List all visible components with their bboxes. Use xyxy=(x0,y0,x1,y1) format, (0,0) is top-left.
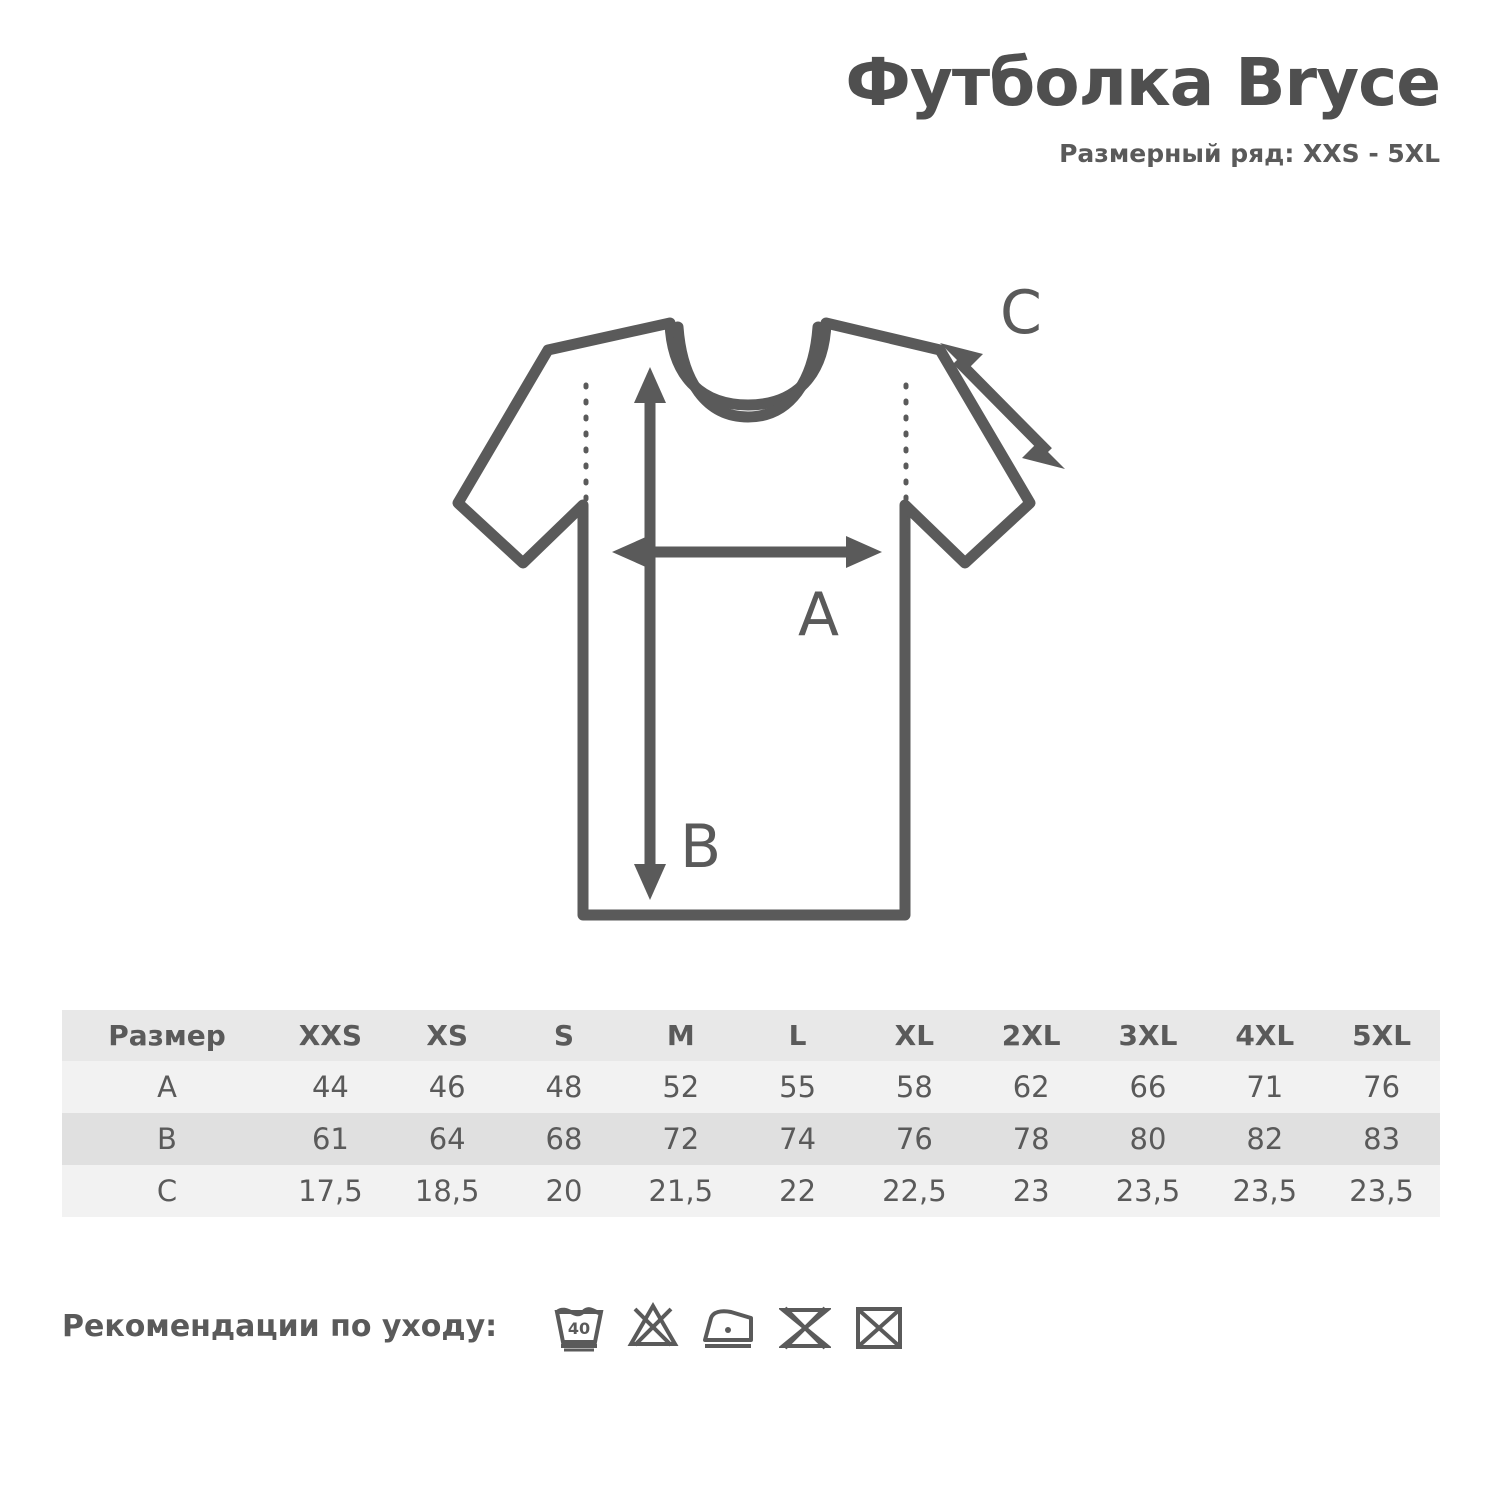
cell: 71 xyxy=(1246,1070,1284,1104)
row-label: B xyxy=(157,1122,177,1156)
cell: 20 xyxy=(545,1174,583,1208)
svg-text:40: 40 xyxy=(568,1319,591,1338)
cell: 72 xyxy=(662,1122,700,1156)
cell: 82 xyxy=(1246,1122,1284,1156)
cell: 66 xyxy=(1129,1070,1167,1104)
iron-low-icon xyxy=(701,1300,757,1352)
care-icon-group xyxy=(553,1300,905,1352)
cell: 83 xyxy=(1363,1122,1401,1156)
tshirt-diagram xyxy=(0,255,1500,955)
cell: 78 xyxy=(1012,1122,1050,1156)
tshirt-outline xyxy=(458,323,1030,915)
column-header: 5XL xyxy=(1352,1019,1412,1052)
cell: 58 xyxy=(895,1070,933,1104)
measure-label-b: B xyxy=(680,812,722,882)
no-tumble-dry-icon xyxy=(779,1300,831,1352)
cell: 44 xyxy=(311,1070,349,1104)
care-instructions xyxy=(62,1300,905,1352)
no-dry-clean-icon xyxy=(853,1300,905,1352)
cell: 21,5 xyxy=(648,1174,714,1208)
cell: 23 xyxy=(1012,1174,1050,1208)
wash-40-icon xyxy=(553,1300,605,1352)
cell: 46 xyxy=(428,1070,466,1104)
measure-arrow-b xyxy=(634,367,666,900)
size-range-subtitle: Размерный ряд: XXS - 5XL xyxy=(1059,139,1440,169)
cell: 52 xyxy=(662,1070,700,1104)
cell: 22,5 xyxy=(882,1174,947,1208)
column-header: S xyxy=(553,1019,575,1052)
column-header: Размер xyxy=(108,1019,226,1052)
cell: 62 xyxy=(1012,1070,1050,1104)
cell: 55 xyxy=(779,1070,817,1104)
cell: 23,5 xyxy=(1232,1174,1298,1208)
cell: 80 xyxy=(1129,1122,1167,1156)
cell: 18,5 xyxy=(414,1174,480,1208)
cell: 76 xyxy=(1363,1070,1401,1104)
column-header: L xyxy=(788,1019,807,1052)
table-row xyxy=(62,1165,1440,1217)
cell: 48 xyxy=(545,1070,583,1104)
column-header: XS xyxy=(426,1019,469,1052)
size-chart-table xyxy=(62,1010,1440,1217)
table-header-row xyxy=(62,1010,1440,1061)
measure-label-a: A xyxy=(798,580,840,650)
cell: 74 xyxy=(779,1122,817,1156)
column-header: M xyxy=(666,1019,695,1052)
row-label: A xyxy=(157,1070,177,1104)
cell: 68 xyxy=(545,1122,583,1156)
column-header: 4XL xyxy=(1235,1019,1295,1052)
no-bleach-icon xyxy=(627,1300,679,1352)
cell: 76 xyxy=(895,1122,933,1156)
page-title: Футболка Bryce xyxy=(845,44,1440,121)
cell: 17,5 xyxy=(298,1174,363,1208)
column-header: XL xyxy=(894,1019,935,1052)
cell: 23,5 xyxy=(1349,1174,1414,1208)
row-label: C xyxy=(156,1174,178,1208)
column-header: 3XL xyxy=(1118,1019,1178,1052)
column-header: XXS xyxy=(298,1019,363,1052)
page-header xyxy=(845,44,1440,169)
cell: 23,5 xyxy=(1115,1174,1181,1208)
column-header: 2XL xyxy=(1001,1019,1061,1052)
measure-label-c: C xyxy=(1000,278,1042,348)
cell: 22 xyxy=(779,1174,817,1208)
table-row xyxy=(62,1113,1440,1165)
table-row xyxy=(62,1061,1440,1113)
care-label: Рекомендации по уходу: xyxy=(62,1308,498,1344)
cell: 64 xyxy=(428,1122,466,1156)
cell: 61 xyxy=(311,1122,349,1156)
